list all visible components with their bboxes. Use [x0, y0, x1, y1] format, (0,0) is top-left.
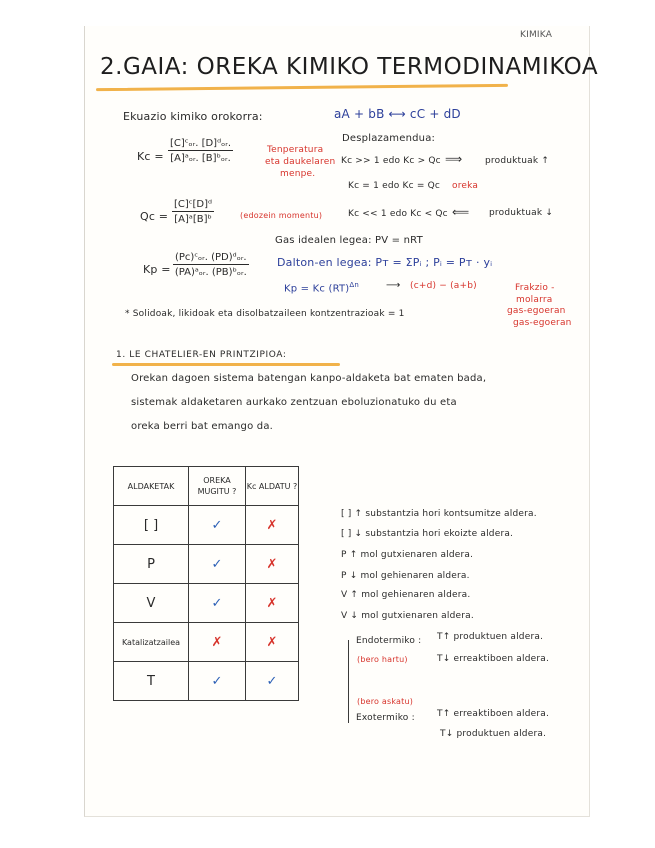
section-underline: [112, 363, 340, 366]
solids-note: * Solidoak, likidoak eta disolbatzaileen kontzentrazioak = 1: [125, 309, 405, 319]
kc-numerator: [C]ᶜₒᵣ. [D]ᵈₒᵣ.: [170, 138, 232, 149]
row-label: [ ]: [114, 506, 189, 545]
fraction-note-1: Frakzio -: [515, 283, 555, 293]
table-header: ALDAKETAK: [114, 467, 189, 506]
kp-denominator: (PA)ᵃₒᵣ. (PB)ᵇₒᵣ.: [174, 267, 247, 278]
header-corner: KIMIKA: [520, 30, 553, 40]
table-row: [114, 545, 299, 584]
check-icon: ✓: [189, 506, 246, 545]
exo-t-down: T↓ produktuen aldera.: [440, 729, 547, 739]
check-icon: ✓: [246, 662, 299, 701]
cross-icon: ✗: [246, 623, 299, 662]
kc-note-3: menpe.: [280, 169, 316, 179]
section-line-3: oreka berri bat emango da.: [131, 421, 274, 432]
kc-note-2: eta daukelaren: [265, 157, 336, 167]
check-icon: ✓: [189, 662, 246, 701]
note-line: V ↑ mol gehienaren aldera.: [341, 590, 471, 600]
table-header-row: [114, 467, 299, 506]
qc-numerator: [C]ᶜ[D]ᵈ: [174, 199, 213, 210]
table-header: OREKA MUGITU ?: [189, 467, 246, 506]
kc-lhs: Kc =: [137, 150, 164, 163]
cross-icon: ✗: [246, 545, 299, 584]
kp-relation-text: Kp = Kc (RT): [284, 283, 350, 295]
note-line: V ↓ mol gutxienaren aldera.: [341, 611, 474, 621]
endo-note: (bero hartu): [357, 655, 408, 664]
solids-gas-note: gas-egoeran: [507, 306, 566, 316]
displacement-row-2: Kc = 1 edo Kc = Qc: [348, 181, 441, 191]
dalton-law: Dalton-en legea: Pᴛ = ΣPᵢ ; Pᵢ = Pᴛ · yᵢ: [277, 256, 493, 269]
note-line: [ ] ↓ substantzia hori ekoizte aldera.: [341, 529, 514, 539]
cross-icon: ✗: [189, 623, 246, 662]
kc-note-1: Tenperatura: [267, 145, 324, 155]
ideal-gas-law: Gas idealen legea: PV = nRT: [275, 235, 423, 246]
check-icon: ✓: [189, 545, 246, 584]
kp-numerator: (Pc)ᶜₒᵣ. (PD)ᵈₒᵣ.: [175, 252, 247, 263]
exo-note: (bero askatu): [357, 697, 414, 706]
page-title: 2.GAIA: OREKA KIMIKO TERMODINAMIKOA: [100, 54, 599, 80]
section-line-1: Orekan dagoen sistema batengan kanpo-aldaketa bat ematen bada,: [131, 373, 487, 384]
note-line: [ ] ↑ substantzia hori kontsumitze aldera.: [341, 509, 537, 519]
check-icon: ✓: [189, 584, 246, 623]
section-title: 1. LE CHATELIER-EN PRINTZIPIOA:: [116, 350, 287, 360]
endo-t-up: T↑ produktuen aldera.: [437, 632, 544, 642]
exo-t-up: T↑ erreaktiboen aldera.: [437, 709, 550, 719]
kp-relation: [284, 281, 359, 294]
endo-t-down: T↓ erreaktiboen aldera.: [437, 654, 550, 664]
table-row: [114, 584, 299, 623]
arrow-icon: ⟹: [445, 152, 463, 166]
exo-label: Exotermiko :: [356, 713, 415, 723]
kc-denominator: [A]ᵃₒᵣ. [B]ᵇₒᵣ.: [170, 153, 231, 164]
equation-label: Ekuazio kimiko orokorra:: [123, 110, 263, 123]
reaction-equation: aA + bB ⟷ cC + dD: [334, 107, 461, 121]
kp-delta: (c+d) − (a+b): [410, 281, 477, 291]
displacement-row-3: Kc << 1 edo Kc < Qc: [348, 209, 448, 219]
cross-icon: ✗: [246, 584, 299, 623]
delta-arrow-icon: ⟶: [386, 280, 401, 291]
note-line: P ↓ mol gehienaren aldera.: [341, 571, 470, 581]
row-label: P: [114, 545, 189, 584]
arrow-left-icon: ⟸: [452, 205, 470, 219]
qc-note: (edozein momentu): [240, 211, 323, 220]
section-line-2: sistemak aldaketaren aurkako zentzuan eboluzionatuko du eta: [131, 397, 457, 408]
displacement-result-3: produktuak ↓: [489, 208, 554, 218]
displacement-result-2: oreka: [452, 181, 479, 191]
displacement-result-1: produktuak ↑: [485, 156, 550, 166]
kp-fraction: [173, 252, 249, 278]
displacement-row-1: Kc >> 1 edo Kc > Qc: [341, 156, 441, 166]
temperature-bracket: [348, 640, 356, 723]
le-chatelier-table: [113, 466, 299, 701]
qc-fraction: [172, 199, 214, 225]
endo-label: Endotermiko :: [356, 636, 422, 646]
table-row: [114, 506, 299, 545]
qc-denominator: [A]ᵃ[B]ᵇ: [174, 214, 212, 225]
table-header: Kc ALDATU ?: [246, 467, 299, 506]
table-row: [114, 623, 299, 662]
kc-fraction: [168, 138, 233, 164]
row-label: V: [114, 584, 189, 623]
kp-lhs: Kp =: [143, 263, 171, 276]
kp-exponent: Δn: [349, 281, 360, 289]
row-label: T: [114, 662, 189, 701]
note-line: P ↑ mol gutxienaren aldera.: [341, 550, 474, 560]
row-label: Katalizatzailea: [114, 623, 189, 662]
fraction-note-3: gas-egoeran: [513, 318, 572, 328]
fraction-note-2: molarra: [516, 295, 553, 305]
displacement-label: Desplazamendua:: [342, 133, 436, 144]
table-row: [114, 662, 299, 701]
cross-icon: ✗: [246, 506, 299, 545]
qc-lhs: Qc =: [140, 210, 169, 223]
